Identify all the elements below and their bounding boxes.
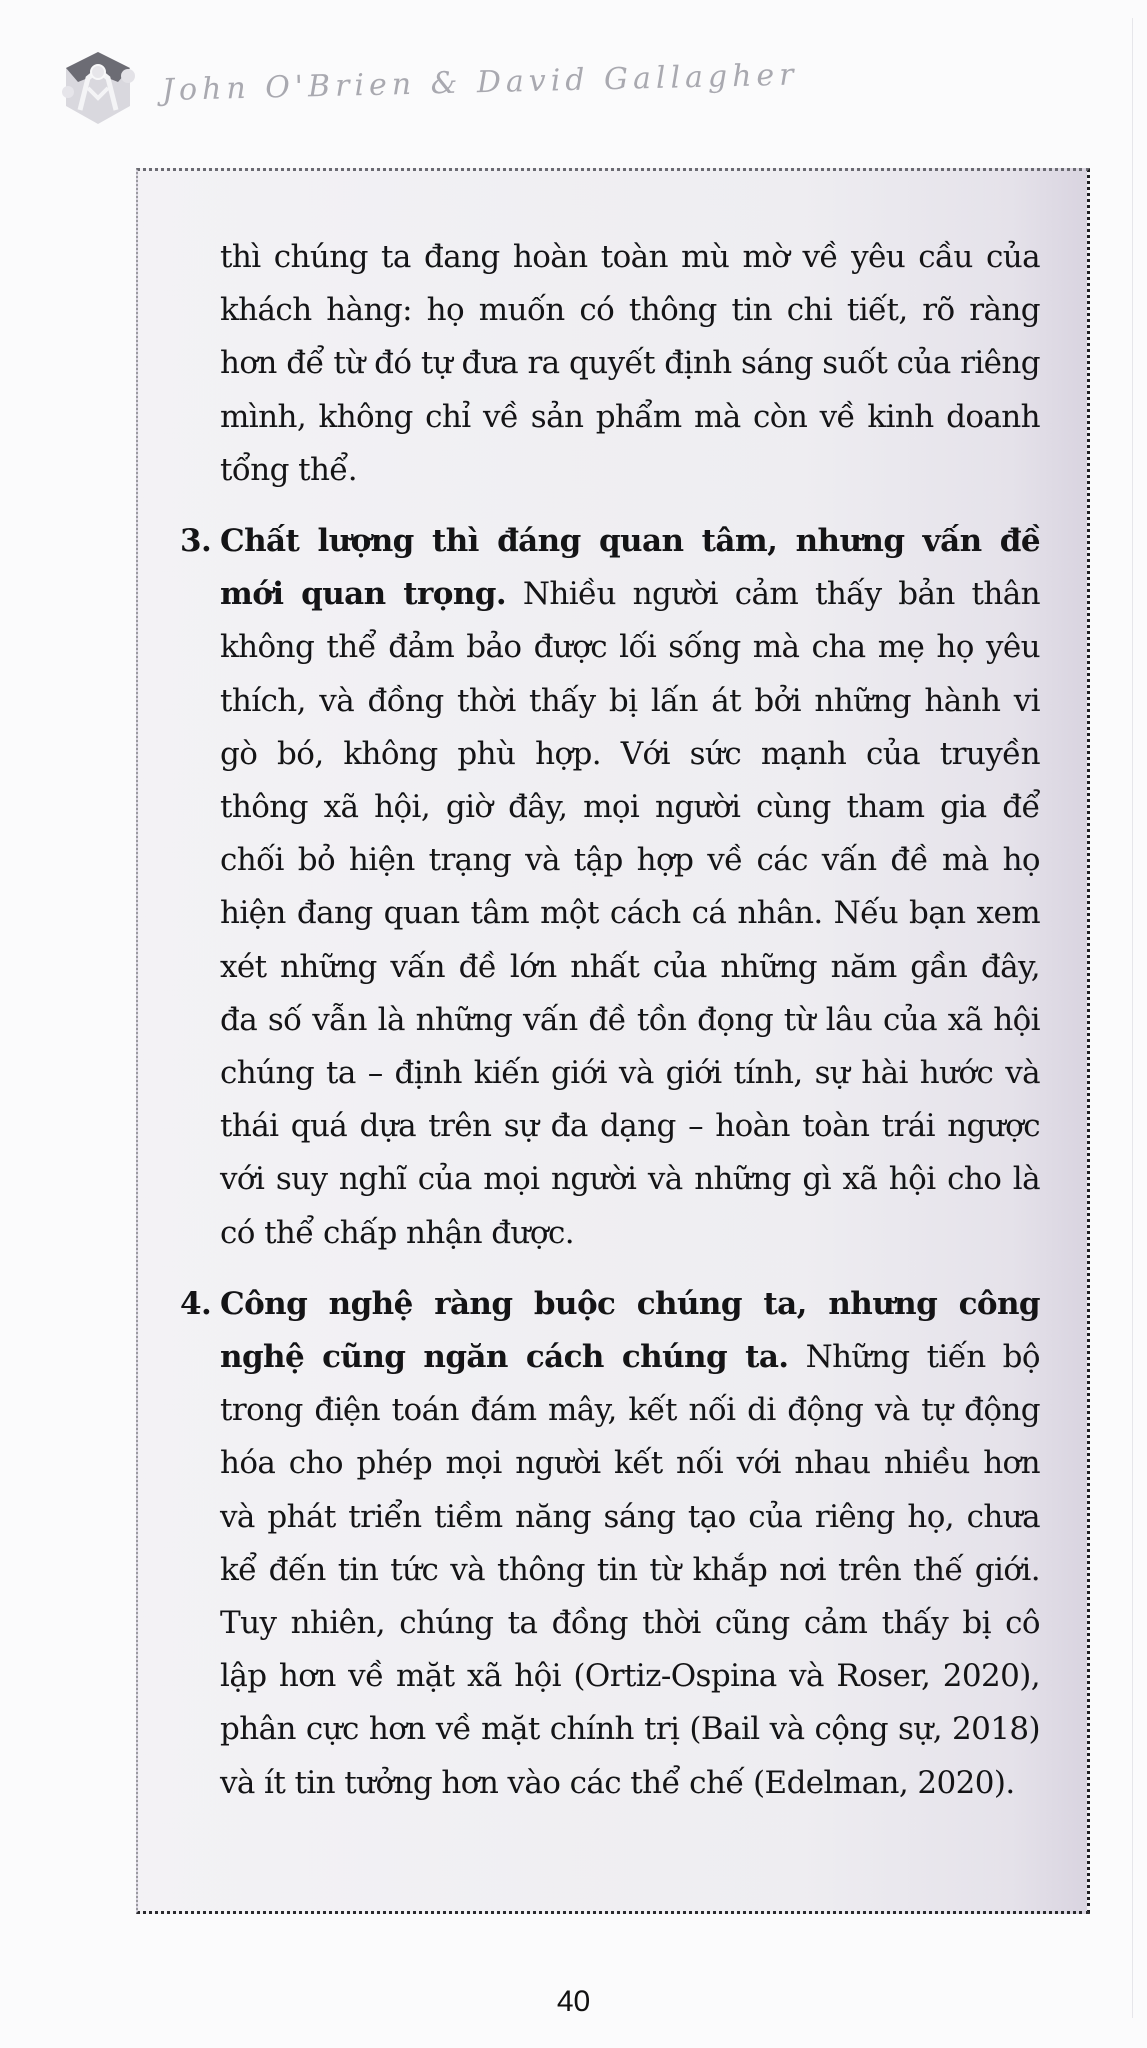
content-body bbox=[180, 231, 1040, 1810]
list-item-number: 3. bbox=[180, 523, 212, 560]
list-item-number: 4. bbox=[180, 1285, 212, 1322]
list-item-lead: Chất lượng thì đáng quan tâm, nhưng vấn đề mới quan trọng. bbox=[220, 523, 1040, 613]
list-item-3 bbox=[180, 515, 1040, 1260]
page-edge bbox=[1132, 18, 1133, 2018]
continuation-paragraph: thì chúng ta đang hoàn toàn mù mờ về yêu cầu của khách hàng: họ muốn có thông tin chi tiết, rõ ràng hơn để từ đó tự đưa ra quyết định sáng suốt của riêng mình, không chỉ về sản phẩm mà còn về kinh doanh tổng thể. bbox=[220, 239, 1040, 488]
content-box bbox=[136, 168, 1090, 1914]
list-item-4 bbox=[180, 1278, 1040, 1810]
running-head-authors: John O'Brien & David Gallagher bbox=[161, 56, 799, 108]
list-item-body: Những tiến bộ trong điện toán đám mây, kết nối di động và tự động hóa cho phép mọi người kết nối với nhau nhiều hơn và phát triển tiềm năng sáng tạo của riêng họ, chưa kể đến tin tức và thông tin từ khắp nơi trên thế giới. Tuy nhiên, chúng ta đồng thời cũng cảm thấy bị cô lập hơn về mặt xã hội (Ortiz-Ospina và Roser, 2020), phân cực hơn về mặt chính trị (Bail và cộng sự, 2018) và ít tin tưởng hơn vào các thể chế (Edelman, 2020). bbox=[220, 1339, 1040, 1801]
page-number: 40 bbox=[556, 1985, 591, 2018]
list-item-lead: Công nghệ ràng buộc chúng ta, nhưng công nghệ cũng ngăn cách chúng ta. bbox=[220, 1285, 1040, 1376]
book-publisher-logo-icon bbox=[58, 48, 138, 128]
page-header bbox=[58, 48, 799, 128]
list-item-body: Nhiều người cảm thấy bản thân không thể đảm bảo được lối sống mà cha mẹ họ yêu thích, và đồng thời thấy bị lấn át bởi những hành vi gò bó, không phù hợp. Với sức mạnh của truyền thông xã hội, giờ đây, mọi người cùng tham gia để chối bỏ hiện trạng và tập hợp về các vấn đề mà họ hiện đang quan tâm một cách cá nhân. Nếu bạn xem xét những vấn đề lớn nhất của những năm gần đây, đa số vẫn là những vấn đề tồn đọng từ lâu của xã hội chúng ta – định kiến giới và giới tính, sự hài hước và thái quá dựa trên sự đa dạng – hoàn toàn trái ngược với suy nghĩ của mọi người và những gì xã hội cho là có thể chấp nhận được. bbox=[220, 576, 1040, 1251]
